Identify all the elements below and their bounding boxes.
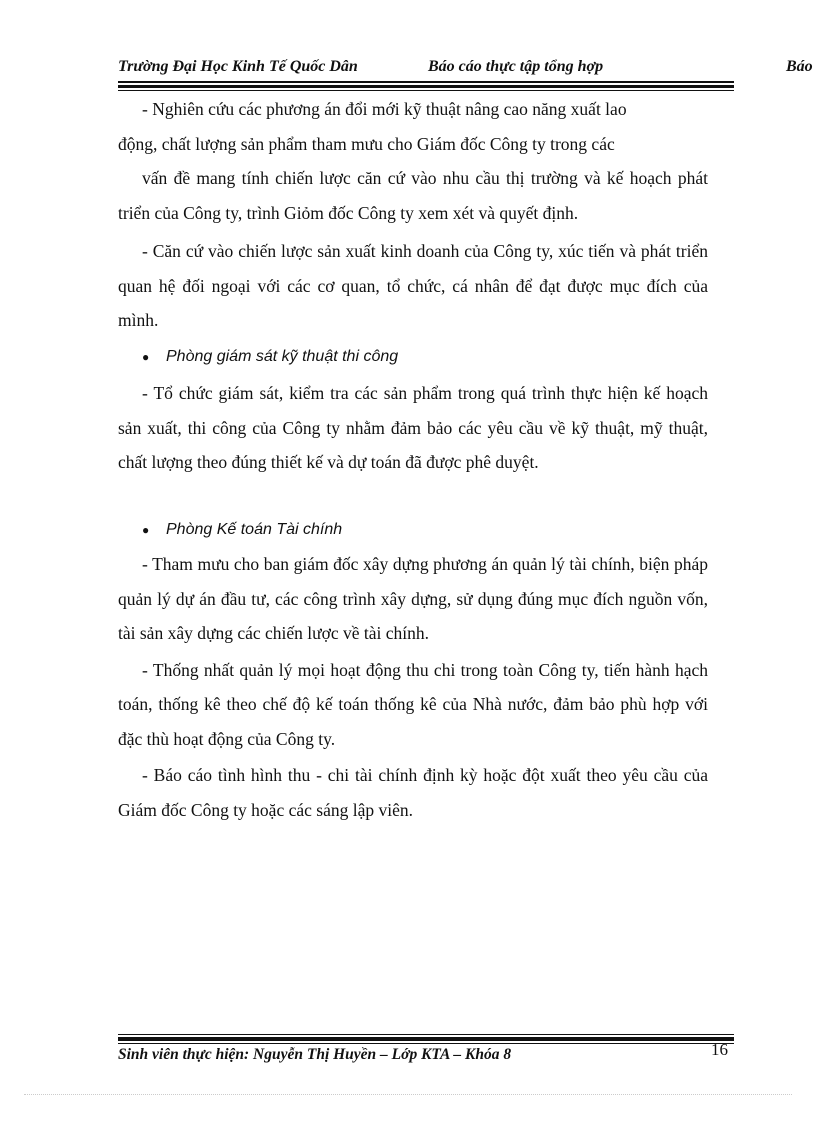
page-body	[118, 92, 708, 827]
bullet-icon: ●	[142, 349, 150, 364]
paragraph-accounting-report: - Báo cáo tình hình thu - chi tài chính định kỳ hoặc đột xuất theo yêu cầu của Giám đốc Công ty hoặc các sáng lập viên.	[118, 765, 708, 820]
footer-rule	[118, 1043, 734, 1044]
footer-rule	[118, 1037, 734, 1041]
page-bottom-border	[24, 1094, 792, 1095]
header-report-title: Báo cáo thực tập tổng hợp	[428, 58, 604, 75]
bullet-item-supervision	[118, 340, 708, 375]
page-number: 16	[711, 1040, 728, 1059]
paragraph-accounting-management: - Thống nhất quản lý mọi hoạt động thu chi trong toàn Công ty, tiến hành hạch toán, thống kê theo chế độ kế toán thống kê của Nhà nước, đảm bảo phù hợp với đặc thù hoạt động của Công ty.	[118, 659, 708, 749]
footer-student-info: Sinh viên thực hiện: Nguyễn Thị Huyền – Lớp KTA – Khóa 8	[118, 1046, 512, 1063]
page-header	[118, 56, 816, 80]
bullet-item-accounting	[118, 513, 708, 548]
header-rule	[118, 81, 734, 83]
header-school-name: Trường Đại Học Kinh Tế Quốc Dân	[118, 58, 358, 75]
paragraph-research-rest: vấn đề mang tính chiến lược căn cứ vào nhu cầu thị trường và kế hoạch phát triển của Công ty, trình Giỏm đốc Công ty xem xét và quyết định.	[118, 168, 708, 223]
paragraph-strategy: - Căn cứ vào chiến lược sản xuất kinh doanh của Công ty, xúc tiến và phát triển quan hệ đối ngoại với các cơ quan, tổ chức, cá nhân để đạt được mục đích của mình.	[118, 241, 708, 330]
bullet-icon: ●	[142, 522, 150, 537]
header-rule	[118, 85, 734, 88]
bullet-label-supervision: Phòng giám sát kỹ thuật thi công	[166, 347, 399, 365]
header-rule	[118, 90, 734, 91]
paragraph-supervision: - Tổ chức giám sát, kiểm tra các sản phẩm trong quá trình thực hiện kế hoạch sản xuất, thi công của Công ty nhằm đảm bảo các yêu cầu về kỹ thuật, mỹ thuật, chất lượng theo đúng thiết kế và dự toán đã được phê duyệt.	[118, 383, 708, 472]
paragraph-research-line1: - Nghiên cứu các phương án đổi mới kỹ thuật nâng cao năng xuất lao	[142, 99, 627, 119]
paragraph-accounting-advice: - Tham mưu cho ban giám đốc xây dựng phương án quản lý tài chính, biện pháp quản lý dự án đầu tư, các công trình xây dựng, sử dụng đúng mục đích nguồn vốn, tài sản xây dựng các chiến lược về tài chính.	[118, 554, 708, 643]
section-spacer	[118, 480, 708, 513]
bullet-label-accounting: Phòng Kế toán Tài chính	[166, 520, 343, 538]
header-report-title-truncated: Báo	[786, 58, 813, 75]
page-footer	[118, 1040, 734, 1074]
footer-rule	[118, 1034, 734, 1035]
paragraph-research-line2: động, chất lượng sản phẩm tham mưu cho Giám đốc Công ty trong các	[118, 133, 615, 154]
